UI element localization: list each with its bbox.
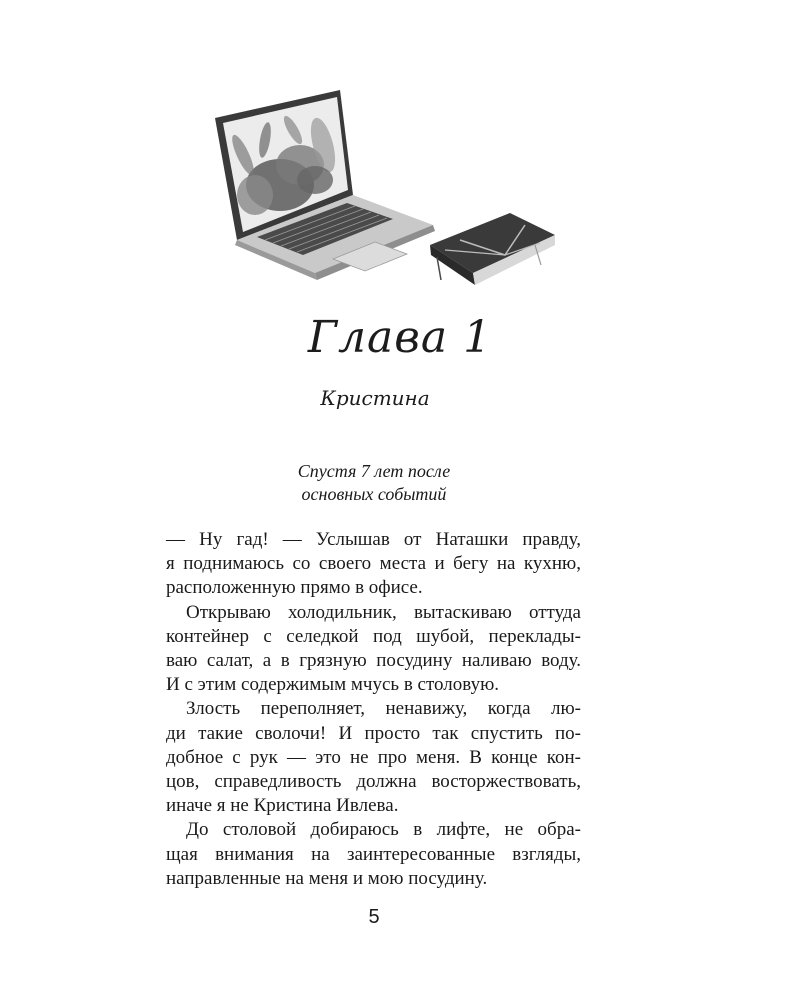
body-line: ваю салат, а в грязную посудину наливаю воду.	[166, 650, 581, 672]
body-line: направленные на меня и мою посудину.	[166, 867, 488, 889]
body-line: добное с рук — это не про меня. В конце кон-	[166, 746, 581, 768]
body-line: я поднимаюсь со своего места и бегу на кухню,	[166, 553, 581, 575]
body-line: щая внимания на заинтересованные взгляды,	[166, 843, 581, 865]
body-line: цов, справедливость должна восторжествовать,	[166, 771, 581, 793]
body-line: расположенную прямо в офисе.	[166, 577, 423, 599]
laptop-icon	[215, 90, 435, 280]
body-line: — Ну гад! — Услышав от Наташки правду,	[166, 529, 581, 550]
notebook-icon	[430, 213, 555, 285]
chapter-subtitle: Кристина	[320, 386, 430, 410]
page-number: 5	[368, 906, 380, 928]
chapter-title: Глава 1	[307, 312, 493, 363]
body-line: Злость переполняет, ненавижу, когда лю-	[186, 698, 581, 720]
body-line: Открываю холодильник, вытаскиваю оттуда	[186, 601, 581, 623]
body-line: ди такие сволочи! И просто так спустить по-	[166, 722, 581, 744]
chapter-illustration	[205, 85, 565, 295]
epigraph-line: Спустя 7 лет после	[297, 461, 451, 481]
body-line: И с этим содержимым мчусь в столовую.	[166, 674, 500, 696]
body-line: контейнер с селедкой под шубой, переклады-	[166, 625, 581, 647]
body-line: иначе я не Кристина Ивлева.	[166, 795, 399, 817]
epigraph-line: основных событий	[301, 484, 447, 504]
body-line: До столовой добираюсь в лифте, не обра-	[186, 819, 581, 841]
body-text	[166, 528, 581, 891]
epigraph	[224, 460, 524, 506]
